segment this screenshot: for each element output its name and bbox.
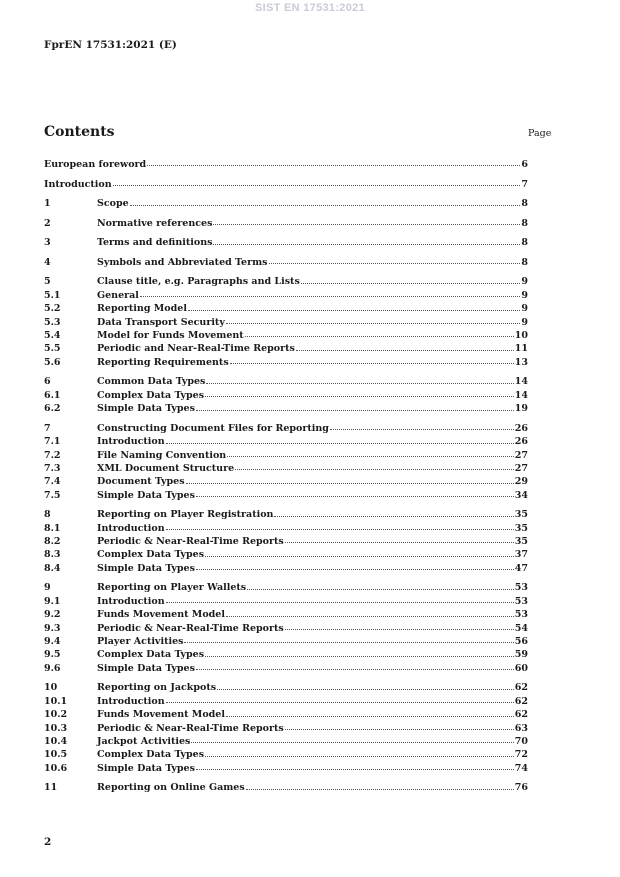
toc-entry[interactable]: [44, 435, 528, 448]
toc-entry-page[interactable]: 6: [521, 159, 528, 170]
toc-entry-title[interactable]: Scope: [97, 198, 129, 210]
toc-entry[interactable]: [44, 158, 528, 171]
toc-entry-title[interactable]: Reporting on Jackpots: [97, 682, 217, 694]
toc-entry-page[interactable]: 19: [514, 403, 528, 415]
toc-entry-number: 10: [44, 682, 58, 694]
toc-group: [44, 508, 528, 575]
toc-dot-leader: [226, 322, 521, 324]
toc-entry-title[interactable]: Simple Data Types: [97, 662, 195, 674]
toc-dot-leader: [227, 455, 514, 457]
toc-entry-page[interactable]: 8: [521, 256, 528, 268]
toc-entry-page[interactable]: 59: [514, 649, 528, 661]
toc-group: [44, 375, 528, 415]
toc-entry-title[interactable]: Reporting Requirements: [97, 356, 229, 368]
toc-entry[interactable]: [44, 662, 528, 675]
toc-dot-leader: [191, 741, 513, 743]
toc-entry-number: 7.5: [44, 489, 61, 501]
toc-entry[interactable]: [44, 648, 528, 661]
toc-entry-title[interactable]: Reporting on Player Wallets: [97, 582, 247, 594]
toc-dot-leader: [245, 335, 514, 337]
toc-group: [44, 681, 528, 775]
toc-entry-title[interactable]: XML Document Structure: [97, 462, 235, 474]
toc-dot-leader: [213, 223, 520, 225]
toc-dot-leader: [166, 442, 514, 444]
toc-dot-leader: [269, 262, 521, 264]
toc-entry[interactable]: [44, 508, 528, 521]
toc-entry-title[interactable]: Funds Movement Model: [97, 709, 225, 721]
toc-entry[interactable]: [44, 289, 528, 302]
toc-entry-page[interactable]: 60: [514, 662, 528, 674]
toc-entry-page[interactable]: 63: [514, 722, 528, 734]
toc-group: [44, 158, 528, 171]
toc-entry-number: 10.6: [44, 762, 68, 774]
toc-entry-number: 9.3: [44, 622, 61, 634]
toc-entry-title[interactable]: European foreword: [44, 159, 147, 170]
toc-dot-leader: [166, 601, 514, 603]
toc-group: [44, 217, 528, 230]
toc-entry-number: 8.4: [44, 562, 61, 574]
toc-entry[interactable]: [44, 197, 528, 210]
toc-entry-title[interactable]: Normative references: [97, 217, 213, 229]
toc-entry-title[interactable]: Introduction: [97, 522, 165, 534]
toc-entry-title[interactable]: Introduction: [44, 178, 112, 190]
toc-entry-page[interactable]: 34: [514, 489, 528, 501]
toc-entry[interactable]: [44, 329, 528, 342]
toc-dot-leader: [205, 655, 514, 657]
toc-dot-leader: [196, 768, 514, 770]
toc-entry-page[interactable]: 8: [521, 217, 528, 229]
watermark: SIST EN 17531:2021: [255, 2, 365, 14]
toc-entry-page[interactable]: 53: [514, 582, 528, 594]
document-reference: FprEN 17531:2021 (E): [44, 39, 177, 51]
toc-entry-title[interactable]: Common Data Types: [97, 376, 206, 388]
toc-entry-title[interactable]: Reporting Model: [97, 303, 187, 315]
toc-dot-leader: [230, 362, 514, 364]
toc-entry-page[interactable]: 37: [514, 549, 528, 561]
toc-entry-number: 5: [44, 276, 51, 288]
toc-entry-title[interactable]: Model for Funds Movement: [97, 330, 244, 342]
toc-entry-number: 4: [44, 256, 51, 268]
toc-entry-number: 7: [44, 422, 51, 434]
toc-group: [44, 256, 528, 269]
toc-entry-number: 5.2: [44, 303, 61, 315]
toc-entry-title[interactable]: Complex Data Types: [97, 549, 205, 561]
toc-dot-leader: [184, 641, 513, 643]
toc-entry[interactable]: [44, 217, 528, 230]
page-column-label: Page: [528, 128, 552, 139]
toc-entry-page[interactable]: 10: [514, 330, 528, 342]
toc-entry[interactable]: [44, 735, 528, 748]
toc-dot-leader: [147, 164, 520, 166]
toc-entry-page[interactable]: 8: [521, 198, 528, 210]
toc-entry-number: 9.2: [44, 609, 61, 621]
toc-entry-title[interactable]: Data Transport Security: [97, 316, 225, 328]
toc-entry-page[interactable]: 8: [521, 237, 528, 249]
toc-entry-page[interactable]: 29: [514, 476, 528, 488]
toc-entry-number: 6: [44, 376, 51, 388]
toc-dot-leader: [196, 668, 514, 670]
toc-entry-page[interactable]: 62: [514, 709, 528, 721]
toc-entry[interactable]: [44, 695, 528, 708]
toc-entry-number: 7.4: [44, 476, 61, 488]
toc-entry-number: 10.1: [44, 695, 68, 707]
toc-entry-number: 6.1: [44, 389, 61, 401]
page-number: 2: [44, 836, 52, 848]
toc-entry[interactable]: [44, 475, 528, 488]
table-of-contents: [44, 158, 528, 795]
toc-entry-number: 5.6: [44, 356, 61, 368]
toc-entry[interactable]: [44, 595, 528, 608]
toc-entry-number: 10.2: [44, 709, 68, 721]
toc-entry[interactable]: [44, 402, 528, 415]
toc-entry-number: 3: [44, 237, 51, 249]
toc-entry-page[interactable]: 72: [514, 749, 528, 761]
toc-entry-number: 10.4: [44, 735, 68, 747]
toc-entry-title[interactable]: Clause title, e.g. Paragraphs and Lists: [97, 276, 300, 288]
toc-entry-number: 9.1: [44, 595, 61, 607]
toc-entry-page[interactable]: 70: [514, 735, 528, 747]
toc-entry-number: 2: [44, 217, 51, 229]
toc-dot-leader: [166, 528, 514, 530]
toc-entry-title[interactable]: Player Activities: [97, 635, 184, 647]
toc-dot-leader: [206, 382, 513, 384]
toc-entry-page[interactable]: 9: [521, 316, 528, 328]
toc-dot-leader: [196, 495, 514, 497]
toc-entry-title[interactable]: Periodic & Near-Real-Time Reports: [97, 622, 284, 634]
toc-entry[interactable]: [44, 622, 528, 635]
toc-entry-page[interactable]: 62: [514, 682, 528, 694]
toc-entry-title[interactable]: Simple Data Types: [97, 762, 195, 774]
toc-entry[interactable]: [44, 316, 528, 329]
toc-group: [44, 178, 528, 191]
toc-entry-page[interactable]: 9: [521, 303, 528, 315]
toc-dot-leader: [226, 615, 514, 617]
toc-dot-leader: [274, 515, 513, 517]
toc-entry-title[interactable]: Document Types: [97, 476, 185, 488]
toc-group: [44, 581, 528, 675]
toc-entry-title[interactable]: Simple Data Types: [97, 403, 195, 415]
toc-dot-leader: [205, 755, 514, 757]
toc-entry[interactable]: [44, 178, 528, 191]
toc-entry-title[interactable]: Terms and definitions: [97, 237, 213, 249]
toc-entry-number: 10.3: [44, 722, 68, 734]
toc-entry-title[interactable]: Funds Movement Model: [97, 609, 225, 621]
toc-entry-title[interactable]: File Naming Convention: [97, 449, 227, 461]
toc-entry-title[interactable]: Introduction: [97, 436, 165, 448]
toc-entry-title[interactable]: Introduction: [97, 695, 165, 707]
toc-entry-number: 5.4: [44, 330, 61, 342]
toc-entry-page[interactable]: 35: [514, 509, 528, 521]
toc-entry-page[interactable]: 47: [514, 562, 528, 574]
toc-entry[interactable]: [44, 302, 528, 315]
toc-entry[interactable]: [44, 489, 528, 502]
toc-entry[interactable]: [44, 548, 528, 561]
toc-group: [44, 422, 528, 502]
toc-entry-number: 10.5: [44, 749, 68, 761]
toc-entry-page[interactable]: 53: [514, 595, 528, 607]
toc-dot-leader: [247, 588, 514, 590]
toc-entry-title[interactable]: Jackpot Activities: [97, 735, 191, 747]
toc-entry[interactable]: [44, 422, 528, 435]
toc-entry[interactable]: [44, 748, 528, 761]
toc-entry-number: 7.3: [44, 462, 61, 474]
toc-dot-leader: [196, 409, 514, 411]
toc-entry[interactable]: [44, 356, 528, 369]
toc-dot-leader: [205, 555, 514, 557]
toc-group: [44, 781, 528, 794]
toc-entry[interactable]: [44, 581, 528, 594]
toc-entry-number: 11: [44, 782, 58, 794]
toc-entry-page[interactable]: 26: [514, 436, 528, 448]
toc-entry-page[interactable]: 9: [521, 289, 528, 301]
toc-entry-title[interactable]: General: [97, 289, 139, 301]
toc-entry-page[interactable]: 14: [514, 389, 528, 401]
toc-entry[interactable]: [44, 375, 528, 388]
toc-entry[interactable]: [44, 681, 528, 694]
toc-dot-leader: [188, 309, 520, 311]
toc-entry-number: 1: [44, 198, 51, 210]
toc-dot-leader: [246, 788, 514, 790]
toc-entry-number: 5.1: [44, 289, 61, 301]
toc-entry-number: 9.6: [44, 662, 61, 674]
toc-dot-leader: [205, 395, 514, 397]
toc-entry[interactable]: [44, 781, 528, 794]
toc-dot-leader: [130, 204, 521, 206]
toc-entry-number: 6.2: [44, 403, 61, 415]
toc-entry[interactable]: [44, 635, 528, 648]
toc-dot-leader: [296, 349, 514, 351]
toc-group: [44, 275, 528, 369]
toc-entry[interactable]: [44, 762, 528, 775]
toc-entry-page[interactable]: 27: [514, 462, 528, 474]
toc-entry-title[interactable]: Symbols and Abbreviated Terms: [97, 256, 268, 268]
toc-dot-leader: [285, 728, 514, 730]
toc-entry-title[interactable]: Introduction: [97, 595, 165, 607]
toc-dot-leader: [213, 243, 520, 245]
toc-entry-title[interactable]: Periodic & Near-Real-Time Reports: [97, 722, 284, 734]
toc-entry-title[interactable]: Constructing Document Files for Reporting: [97, 422, 329, 434]
toc-entry[interactable]: [44, 708, 528, 721]
toc-dot-leader: [217, 688, 514, 690]
toc-dot-leader: [196, 568, 514, 570]
toc-dot-leader: [301, 282, 521, 284]
toc-entry-title[interactable]: Complex Data Types: [97, 389, 205, 401]
toc-entry-page[interactable]: 56: [514, 635, 528, 647]
toc-entry[interactable]: [44, 342, 528, 355]
toc-entry[interactable]: [44, 522, 528, 535]
toc-entry-page[interactable]: 35: [514, 522, 528, 534]
toc-group: [44, 197, 528, 210]
toc-entry-title[interactable]: Periodic and Near-Real-Time Reports: [97, 343, 295, 355]
toc-entry-page[interactable]: 35: [514, 536, 528, 548]
toc-entry-title[interactable]: Simple Data Types: [97, 562, 195, 574]
toc-entry[interactable]: [44, 722, 528, 735]
toc-entry-title[interactable]: Periodic & Near-Real-Time Reports: [97, 536, 284, 548]
toc-dot-leader: [113, 184, 521, 186]
toc-entry-page[interactable]: 27: [514, 449, 528, 461]
toc-entry-page[interactable]: 76: [514, 782, 528, 794]
toc-entry[interactable]: [44, 462, 528, 475]
toc-entry-title[interactable]: Reporting on Online Games: [97, 782, 245, 794]
toc-dot-leader: [226, 715, 514, 717]
toc-entry-number: 5.3: [44, 316, 61, 328]
toc-entry-page[interactable]: 9: [521, 276, 528, 288]
toc-entry-title[interactable]: Complex Data Types: [97, 749, 205, 761]
toc-entry-page[interactable]: 62: [514, 695, 528, 707]
toc-entry-page[interactable]: 7: [521, 178, 528, 190]
toc-entry[interactable]: [44, 449, 528, 462]
toc-entry-title[interactable]: Simple Data Types: [97, 489, 195, 501]
toc-dot-leader: [285, 628, 514, 630]
toc-entry-page[interactable]: 53: [514, 609, 528, 621]
toc-dot-leader: [330, 428, 514, 430]
toc-entry-number: 7.1: [44, 436, 61, 448]
toc-dot-leader: [186, 482, 514, 484]
toc-entry-number: 9: [44, 582, 51, 594]
toc-entry[interactable]: [44, 236, 528, 249]
toc-entry-number: 8: [44, 509, 51, 521]
toc-entry-number: 8.1: [44, 522, 61, 534]
toc-dot-leader: [235, 468, 514, 470]
toc-entry-number: 9.5: [44, 649, 61, 661]
toc-entry-number: 8.2: [44, 536, 61, 548]
toc-entry[interactable]: [44, 275, 528, 288]
toc-dot-leader: [140, 295, 520, 297]
toc-entry-page[interactable]: 26: [514, 422, 528, 434]
toc-dot-leader: [285, 541, 514, 543]
toc-entry[interactable]: [44, 562, 528, 575]
toc-entry-title[interactable]: Complex Data Types: [97, 649, 205, 661]
toc-entry-number: 9.4: [44, 635, 61, 647]
toc-entry-page[interactable]: 13: [514, 356, 528, 368]
contents-heading: Contents: [44, 124, 115, 140]
toc-dot-leader: [166, 701, 514, 703]
toc-entry[interactable]: [44, 535, 528, 548]
toc-entry-number: 5.5: [44, 343, 61, 355]
toc-entry[interactable]: [44, 389, 528, 402]
toc-entry-number: 8.3: [44, 549, 61, 561]
toc-entry-page[interactable]: 54: [514, 622, 528, 634]
toc-entry-page[interactable]: 14: [514, 376, 528, 388]
toc-entry-page[interactable]: 74: [514, 762, 528, 774]
toc-group: [44, 236, 528, 249]
toc-entry-number: 7.2: [44, 449, 61, 461]
toc-entry[interactable]: [44, 256, 528, 269]
toc-entry-page[interactable]: 11: [514, 343, 528, 355]
toc-entry[interactable]: [44, 608, 528, 621]
toc-entry-title[interactable]: Reporting on Player Registration: [97, 509, 274, 521]
